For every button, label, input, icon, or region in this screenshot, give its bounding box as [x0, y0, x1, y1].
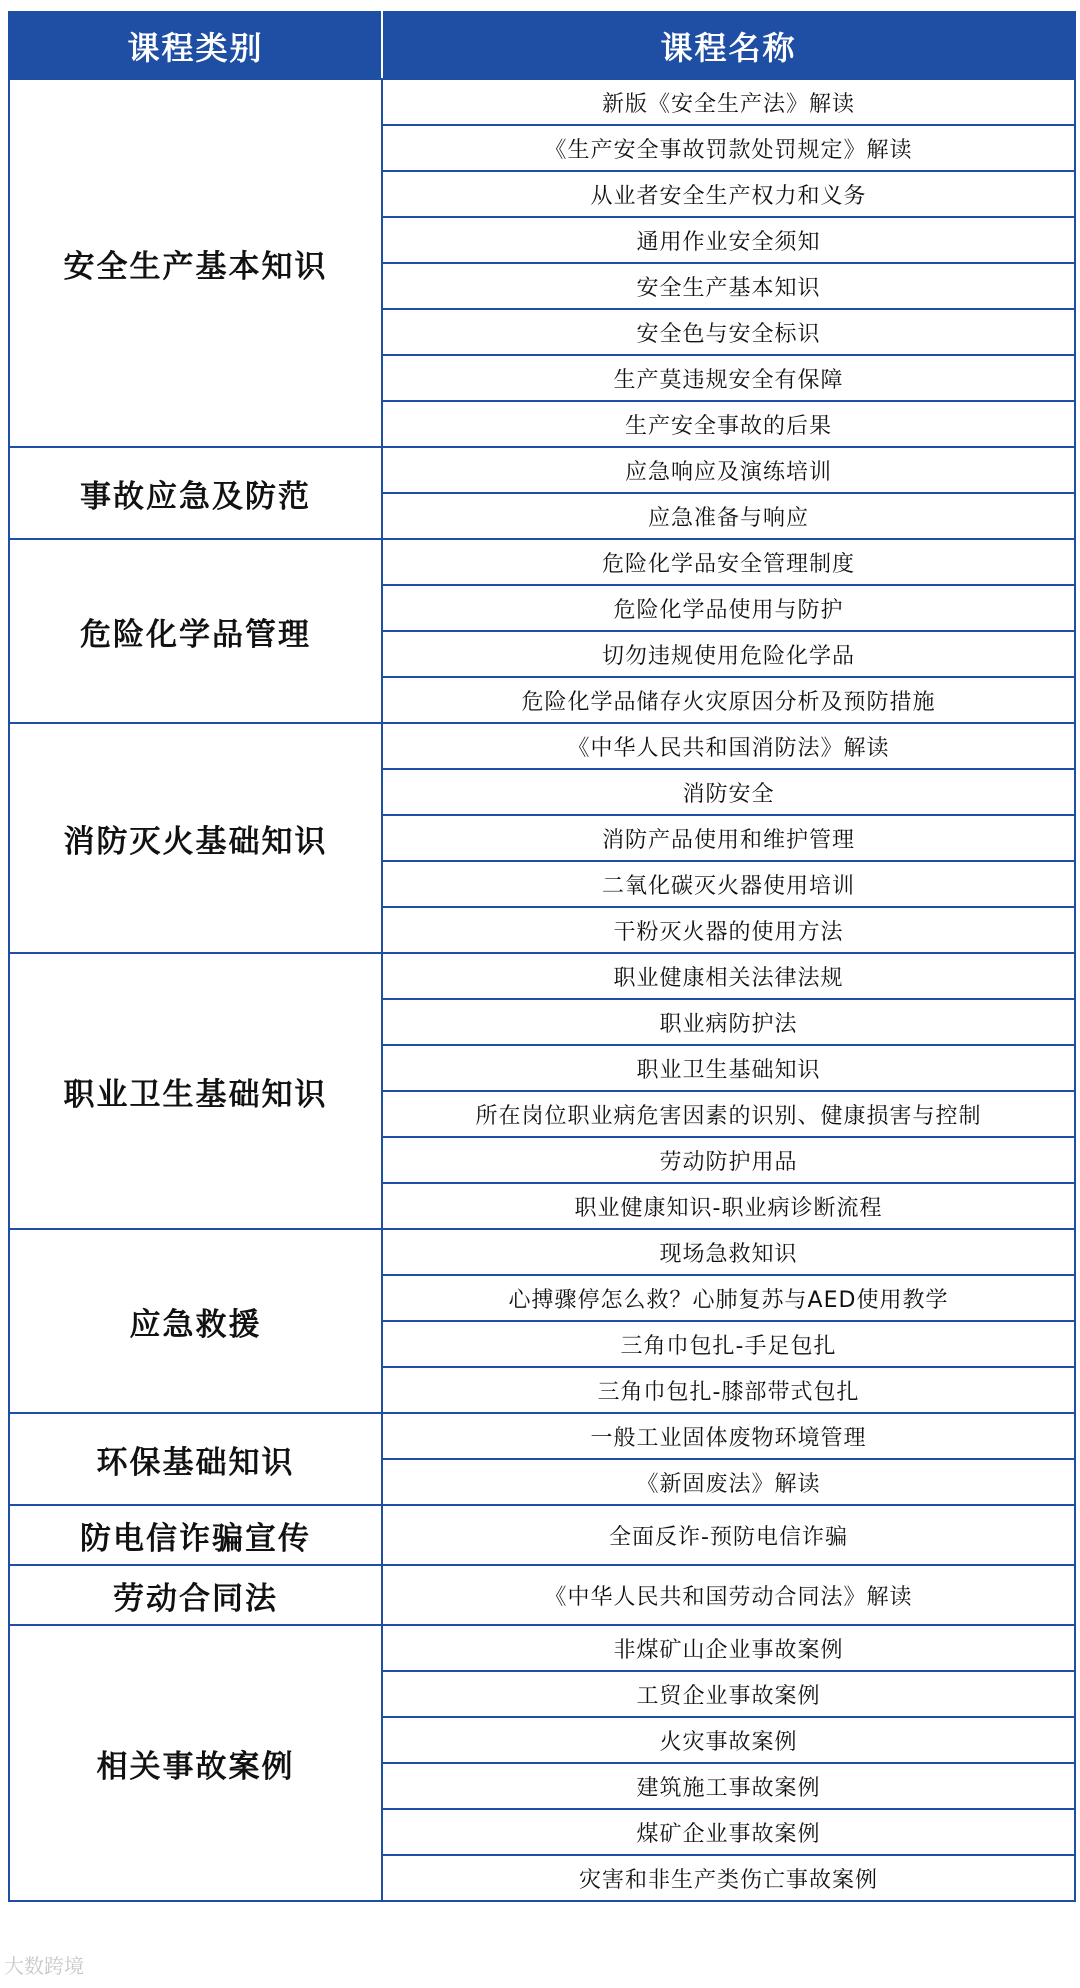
category-cell: 相关事故案例: [9, 1625, 382, 1901]
course-name-cell: 危险化学品安全管理制度: [382, 539, 1075, 585]
course-name-cell: 灾害和非生产类伤亡事故案例: [382, 1855, 1075, 1901]
course-name-cell: 职业卫生基础知识: [382, 1045, 1075, 1091]
table-row: [9, 79, 1075, 125]
table-row: [9, 539, 1075, 585]
course-name-cell: 危险化学品储存火灾原因分析及预防措施: [382, 677, 1075, 723]
course-name-cell: 职业病防护法: [382, 999, 1075, 1045]
course-name-cell: 安全生产基本知识: [382, 263, 1075, 309]
category-cell: 事故应急及防范: [9, 447, 382, 539]
course-name-cell: 心搏骤停怎么救？心肺复苏与AED使用教学: [382, 1275, 1075, 1321]
watermark: 大数跨境: [4, 1954, 84, 1978]
course-name-cell: 所在岗位职业病危害因素的识别、健康损害与控制: [382, 1091, 1075, 1137]
course-name-cell: 切勿违规使用危险化学品: [382, 631, 1075, 677]
course-name-cell: 通用作业安全须知: [382, 217, 1075, 263]
header-row: [9, 12, 1075, 79]
category-cell: 危险化学品管理: [9, 539, 382, 723]
course-name-cell: 《新固废法》解读: [382, 1459, 1075, 1505]
course-name-cell: 一般工业固体废物环境管理: [382, 1413, 1075, 1459]
course-name-cell: 二氧化碳灭火器使用培训: [382, 861, 1075, 907]
table-row: [9, 953, 1075, 999]
course-name-cell: 煤矿企业事故案例: [382, 1809, 1075, 1855]
course-name-cell: 干粉灭火器的使用方法: [382, 907, 1075, 953]
table-body: [9, 79, 1075, 1901]
course-name-cell: 工贸企业事故案例: [382, 1671, 1075, 1717]
course-name-cell: 职业健康相关法律法规: [382, 953, 1075, 999]
table-row: [9, 723, 1075, 769]
table-row: [9, 1505, 1075, 1565]
table-row: [9, 1413, 1075, 1459]
table-header: [9, 12, 1075, 79]
category-cell: 职业卫生基础知识: [9, 953, 382, 1229]
course-name-cell: 劳动防护用品: [382, 1137, 1075, 1183]
course-name-cell: 非煤矿山企业事故案例: [382, 1625, 1075, 1671]
course-name-cell: 新版《安全生产法》解读: [382, 79, 1075, 125]
category-cell: 安全生产基本知识: [9, 79, 382, 447]
course-name-cell: 《中华人民共和国劳动合同法》解读: [382, 1565, 1075, 1625]
category-cell: 环保基础知识: [9, 1413, 382, 1505]
table-row: [9, 1229, 1075, 1275]
course-name-cell: 应急响应及演练培训: [382, 447, 1075, 493]
course-name-cell: 生产莫违规安全有保障: [382, 355, 1075, 401]
course-name-cell: 消防产品使用和维护管理: [382, 815, 1075, 861]
table-row: [9, 447, 1075, 493]
category-cell: 劳动合同法: [9, 1565, 382, 1625]
course-name-cell: 《生产安全事故罚款处罚规定》解读: [382, 125, 1075, 171]
course-name-cell: 建筑施工事故案例: [382, 1763, 1075, 1809]
course-table: [8, 11, 1076, 1902]
course-name-cell: 生产安全事故的后果: [382, 401, 1075, 447]
table-row: [9, 1565, 1075, 1625]
course-name-cell: 《中华人民共和国消防法》解读: [382, 723, 1075, 769]
course-name-cell: 危险化学品使用与防护: [382, 585, 1075, 631]
course-name-cell: 职业健康知识-职业病诊断流程: [382, 1183, 1075, 1229]
course-name-cell: 从业者安全生产权力和义务: [382, 171, 1075, 217]
course-name-cell: 火灾事故案例: [382, 1717, 1075, 1763]
table-row: [9, 1625, 1075, 1671]
course-name-cell: 现场急救知识: [382, 1229, 1075, 1275]
course-name-cell: 安全色与安全标识: [382, 309, 1075, 355]
category-cell: 防电信诈骗宣传: [9, 1505, 382, 1565]
course-name-cell: 三角巾包扎-膝部带式包扎: [382, 1367, 1075, 1413]
header-category: 课程类别: [9, 12, 382, 79]
course-name-cell: 消防安全: [382, 769, 1075, 815]
header-course-name: 课程名称: [382, 12, 1075, 79]
course-name-cell: 应急准备与响应: [382, 493, 1075, 539]
category-cell: 消防灭火基础知识: [9, 723, 382, 953]
course-name-cell: 全面反诈-预防电信诈骗: [382, 1505, 1075, 1565]
category-cell: 应急救援: [9, 1229, 382, 1413]
course-name-cell: 三角巾包扎-手足包扎: [382, 1321, 1075, 1367]
